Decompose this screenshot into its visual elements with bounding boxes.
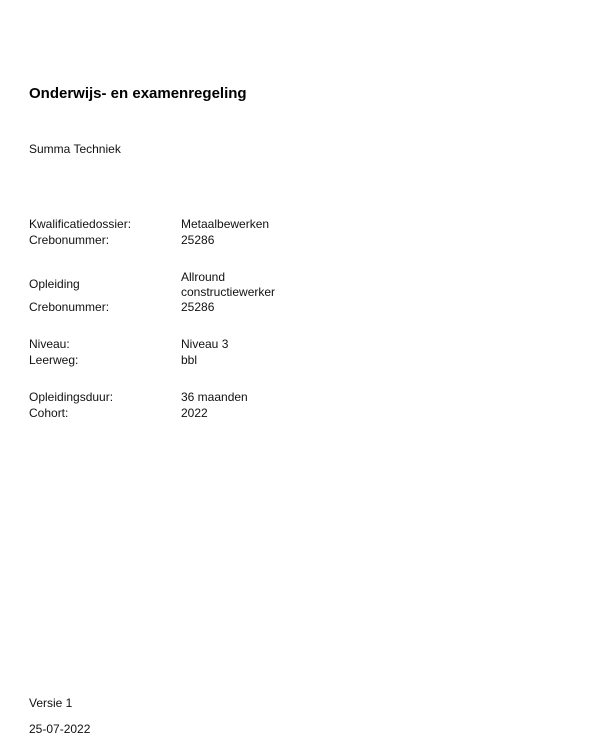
detail-label: Opleiding [29, 277, 80, 291]
detail-value: Metaalbewerken [181, 217, 270, 231]
detail-label: Crebonummer: [29, 300, 110, 314]
detail-label: Kwalificatiedossier: [29, 217, 132, 231]
detail-value: 25286 [181, 300, 215, 314]
detail-value: Allround constructiewerker [181, 270, 276, 299]
detail-value: 2022 [181, 406, 208, 420]
document-date: 25-07-2022 [29, 722, 91, 736]
document-title: Onderwijs- en examenregeling [29, 85, 247, 102]
detail-label: Niveau: [29, 337, 70, 351]
detail-label: Cohort: [29, 406, 69, 420]
detail-label: Opleidingsduur: [29, 390, 114, 404]
document-version: Versie 1 [29, 696, 73, 710]
detail-value: Niveau 3 [181, 337, 229, 351]
organization-name: Summa Techniek [29, 142, 121, 156]
detail-value: 25286 [181, 233, 215, 247]
detail-value: bbl [181, 353, 198, 367]
detail-label: Crebonummer: [29, 233, 110, 247]
detail-label: Leerweg: [29, 353, 79, 367]
detail-value: 36 maanden [181, 390, 248, 404]
